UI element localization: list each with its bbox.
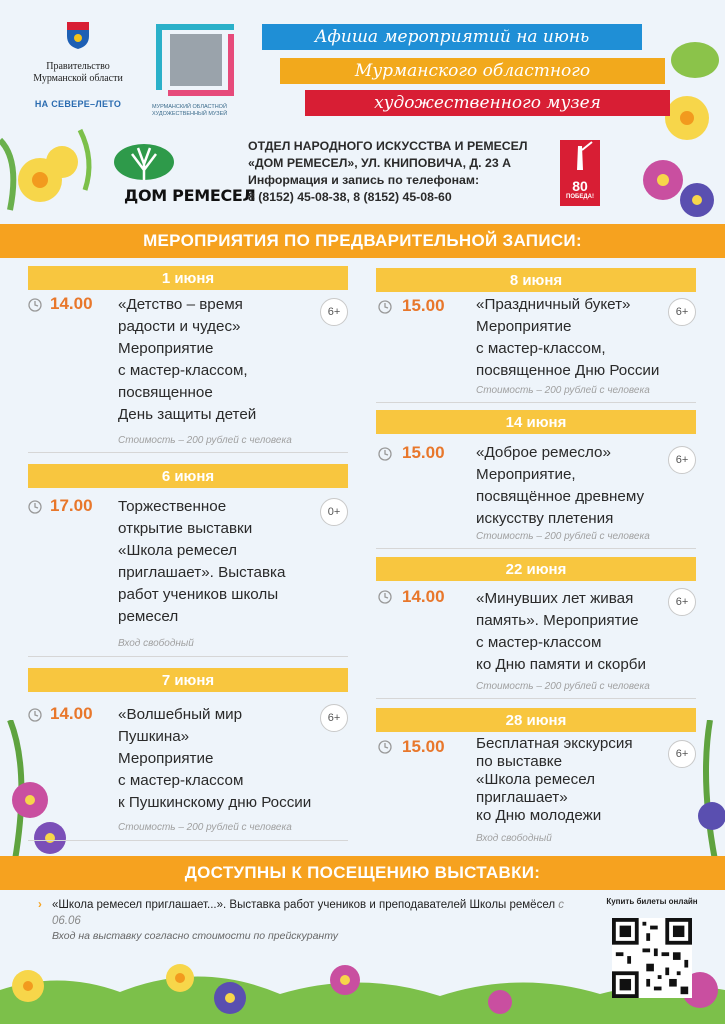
chevron-right-icon: › [38, 899, 42, 911]
event-date: 14 июня [376, 410, 696, 434]
government-logo-block [18, 18, 138, 109]
event-time: 14.00 [402, 587, 445, 606]
victory-number: 80 [572, 178, 588, 194]
clock-icon [378, 300, 392, 314]
exhibition-date: с 06.06 [52, 899, 565, 927]
clock-icon [378, 740, 392, 754]
event-price: Стоимость – 200 рублей с человека [476, 385, 650, 396]
department-info [248, 138, 558, 206]
event-time: 17.00 [50, 496, 93, 515]
victory-80-logo [560, 140, 600, 206]
event-price: Стоимость – 200 рублей с человека [476, 681, 650, 692]
age-rating-badge: 6+ [668, 588, 696, 616]
museum-logo [152, 20, 238, 100]
event-time: 14.00 [50, 294, 93, 313]
divider [28, 840, 348, 841]
divider [376, 402, 696, 403]
clock-icon [378, 590, 392, 604]
government-name-line2: Мурманской области [33, 73, 123, 84]
museum-name: МУРМАНСКИЙ ОБЛАСТНОЙ ХУДОЖЕСТВЕННЫЙ МУЗЕЙ [152, 104, 228, 117]
event-title: «Волшебный мир Пушкина» Мероприятие с мастер-классом к Пушкинскому дню России [118, 706, 312, 811]
exhibition-text: «Школа ремесел приглашает...». Выставка работ учеников и преподавателей Школы ремёсел [52, 899, 556, 911]
victory-word: ПОБЕДА! [566, 194, 594, 200]
event-title: «Доброе ремесло» Мероприятие, посвящённое древнему искусству плетения [476, 444, 645, 527]
age-rating-badge: 0+ [320, 498, 348, 526]
victory-statue-icon [560, 140, 600, 180]
flowers-bottom-left [0, 720, 80, 860]
exhibition-item [38, 897, 572, 929]
contact-label: Информация и запись по телефонам: [248, 173, 480, 187]
flowers-top-left [0, 120, 110, 230]
department-name: ОТДЕЛ НАРОДНОГО ИСКУССТВА И РЕМЕСЕЛ [248, 139, 528, 153]
exhibition-note: Вход на выставку согласно стоимости по прейскуранту [52, 930, 338, 942]
dom-remesel-logo-text: ДОМ РЕМЕСЕЛ [124, 186, 256, 205]
event-price: Стоимость – 200 рублей с человека [118, 822, 292, 833]
exhibitions-section-title: ДОСТУПНЫ К ПОСЕЩЕНИЮ ВЫСТАВКИ: [0, 856, 725, 890]
event-price: Вход свободный [476, 833, 552, 844]
event-date: 8 июня [376, 268, 696, 292]
event-date: 28 июня [376, 708, 696, 732]
divider [28, 656, 348, 657]
preregistration-section-title: МЕРОПРИЯТИЯ ПО ПРЕДВАРИТЕЛЬНОЙ ЗАПИСИ: [0, 224, 725, 258]
buy-tickets-label: Купить билеты онлайн [606, 897, 698, 906]
event-title: Торжественное открытие выставки «Школа ремесел приглашает». Выставка работ учеников школы ремесел [118, 498, 286, 625]
event-title: Бесплатная экскурсия по выставке «Школа ремесел приглашает» ко Дню молодежи [476, 735, 633, 824]
event-time: 14.00 [50, 704, 93, 723]
coat-of-arms-icon [65, 18, 91, 50]
banner-title-line3: художественного музея [305, 90, 670, 116]
divider [376, 698, 696, 699]
age-rating-badge: 6+ [320, 704, 348, 732]
event-price: Стоимость – 200 рублей с человека [118, 435, 292, 446]
age-rating-badge: 6+ [668, 298, 696, 326]
divider [376, 548, 696, 549]
clock-icon [28, 298, 42, 312]
event-time: 15.00 [402, 443, 445, 462]
age-rating-badge: 6+ [668, 446, 696, 474]
event-price: Вход свободный [118, 638, 194, 649]
clock-icon [28, 500, 42, 514]
clock-icon [28, 708, 42, 722]
contact-phones: 8 (8152) 45-08-38, 8 (8152) 45-08-60 [248, 190, 452, 204]
department-address: «ДОМ РЕМЕСЕЛ», УЛ. КНИПОВИЧА, Д. 23 А [248, 156, 511, 170]
event-time: 15.00 [402, 296, 445, 315]
event-time: 15.00 [402, 737, 445, 756]
event-date: 7 июня [28, 668, 348, 692]
event-date: 22 июня [376, 557, 696, 581]
event-date: 6 июня [28, 464, 348, 488]
event-title: «Детство – время радости и чудес» Мероприятие с мастер-классом, посвященное День защиты детей [118, 296, 257, 423]
clock-icon [378, 447, 392, 461]
event-price: Стоимость – 200 рублей с человека [476, 531, 650, 542]
government-name-line1: Правительство [46, 61, 110, 72]
event-title: «Минувших лет живая память». Мероприятие с мастер-классом ко Дню памяти и скорби [476, 590, 646, 673]
age-rating-badge: 6+ [320, 298, 348, 326]
banner-title-line1: Афиша мероприятий на июнь [262, 24, 642, 50]
flowers-bottom-right [690, 720, 725, 860]
event-date: 1 июня [28, 266, 348, 290]
banner-title-line2: Мурманского областного [280, 58, 665, 84]
divider [28, 452, 348, 453]
qr-code[interactable] [612, 918, 692, 998]
age-rating-badge: 6+ [668, 740, 696, 768]
event-title: «Праздничный букет» Мероприятие с мастер-классом, посвященное Дню России [476, 296, 660, 379]
sever-leto-logo: НА СЕВЕРЕ–ЛЕТО [34, 99, 122, 109]
